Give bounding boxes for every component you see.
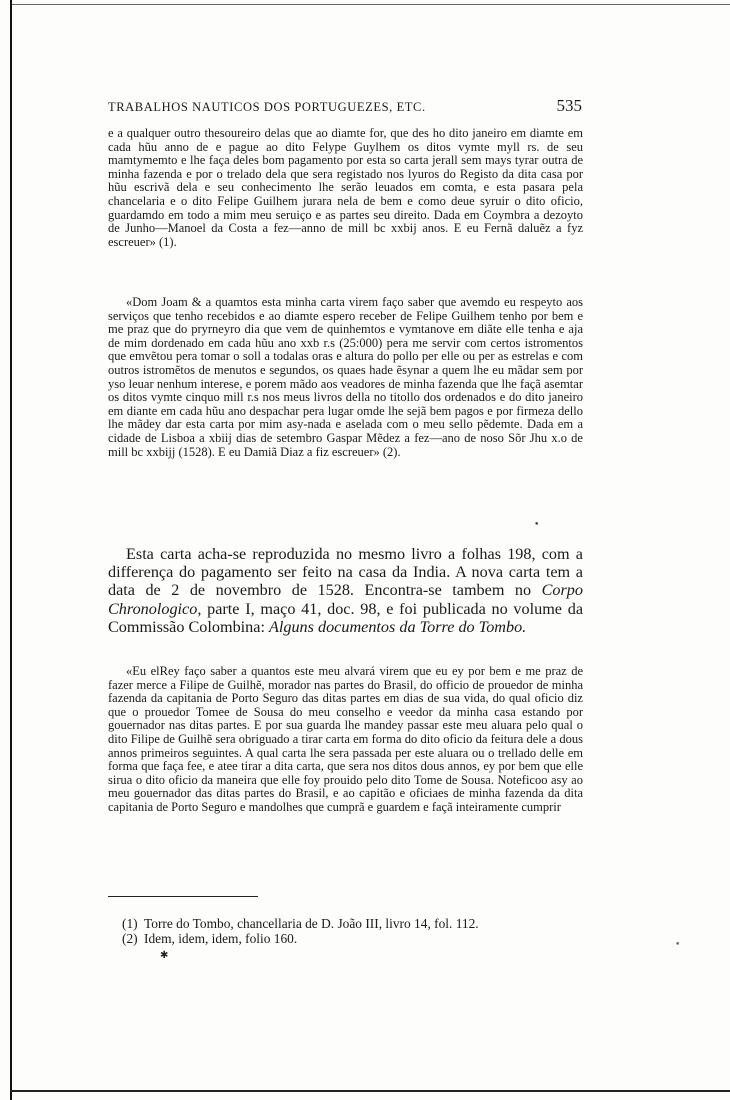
ink-speck-star: ✱ xyxy=(160,950,169,961)
ink-speck: • xyxy=(534,520,540,530)
page-number: 535 xyxy=(556,96,582,115)
footnote-text: Torre do Tombo, chancellaria de D. João III, livro 14, fol. 112. xyxy=(144,916,479,931)
paragraph-3-text-a: Esta carta acha-se reproduzida no mesmo livro a folhas 198, com a differença do pagamento ser feito na casa da India. A nova carta tem a data de 2 de novembro de 1528. Encontra-se tambem no xyxy=(108,545,583,600)
paragraph-4: «Eu elRey faço saber a quantos este meu alvará virem que eu ey por bem e me praz de fazer merce a Filipe de Guilhẽ, morador nas partes do Brasil, do officio de prouedor de minha fazenda da capitania de Porto Seguro das ditas partes em dias de sua vida, do qual oficio diz que o prouedor Tomee de Sousa do meu conselho e veedor da minha casa estando por gouernador nas ditas partes. E por sua guarda lhe mandey passar este meu aluara pelo qual o dito Filipe de Guilhẽ sera obriguado a tirar carta em forma do dito oficio da feitura dele a dous annos primeiros seguintes. A qual carta lhe sera passada per este aluara ou o trellado delle em forma que faça fee, e atee tirar a dita carta, que sera nos ditos dous annos, ey por bem que elle sirua o dito oficio da maneira que elle foy prouido pelo dito Tome de Sousa. Noteficoo asy ao meu gouernador das ditas partes do Brasil, e ao capitão e oficiaes de minha fazenda da dita capitania de Porto Seguro e mandolhes que cumprã e guardem e façã inteiramente cumprir xyxy=(108,664,583,814)
paragraph-1: e a qualquer outro thesoureiro delas que ao diamte for, que des ho dito janeiro em diamte em cada hũu anno de e pague ao dito Felype Guylhem os ditos vymte myll rs. de seu mamtymemto e lhe faça deles bom pagamento por esta so carta jerall sem mays tyrar outra de minha fazenda e por o trelado dela que sera registado nos lyuros do Registo da dita casa por hũu escrivã dela e seu conhecimento lhe serão leuados em comta, e esta pasara pela chancelaria e o dito Felipe Guilhem jurara nela de bem e como deue syruir o dito oficio, guardamdo em todo a mim meu seruiço e as partes seu direito. Dada em Coymbra a dezoyto de Junho—Manoel da Costa a fez—anno de mill bc xxbij anos. E eu Fernã daluẽz a fyz escreuer» (1). xyxy=(108,126,583,249)
running-title: TRABALHOS NAUTICOS DOS PORTUGUEZES, ETC. xyxy=(108,100,426,114)
footnote-text: Idem, idem, idem, folio 160. xyxy=(144,931,298,946)
page-edge-left xyxy=(10,0,12,1100)
ink-speck: • xyxy=(675,940,681,950)
footnote-1 xyxy=(122,916,582,931)
running-header xyxy=(108,96,582,116)
footnote-marker: (1) xyxy=(122,916,138,931)
paragraph-3-text-b: parte I, maço 41, doc. 98, e foi publicada no volume da Commissão Colombina: xyxy=(108,599,583,636)
footnote-rule xyxy=(108,896,258,897)
paragraph-2: «Dom Joam & a quamtos esta minha carta virem faço saber que avemdo eu respeyto aos serviços que tenho recebidos e ao diamte espero receber de Felipe Guilhem tenho por bem e me praz que do pryrneyro dia que vem de quinhemtos e vymtanove em diãte elle tenha e aja de mim dordenado em cada hũu ano xxb r.s (25:000) pera me servir com certos istromentos que emvẽtou pera tomar o soll a todalas oras e altura do pollo per elle ou per as estrelas e com outros istromẽtos de menutos e segundos, os quaes hade ẽsynar a quem lhe eu mãdar sem por yso leuar nenhum interese, e porem mãdo aos veadores de minha fazenda que lhe façã asemtar os ditos vymte cinquo mill r.s nos meus livros della no titollo dos ordenados e do dito janeiro em diante em cada hũu ano despachar pera lugar omde lhe sejã bem pagos e por firmeza dello lhe mãdey dar esta carta por mim asy-nada e aselada com o meu sello pẽdemte. Dada em a cidade de Lisboa a xbiij dias de setembro Gaspar Mẽdez a fez—ano de noso Sõr Jhu x.o de mill bc xxbijj (1528). E eu Damiã Diaz a fiz escreuer» (2). xyxy=(108,295,583,459)
paragraph-3 xyxy=(108,545,583,636)
paragraph-3-italic-alguns: Alguns documentos da Torre do Tombo. xyxy=(268,617,527,636)
page-edge-top xyxy=(10,4,730,5)
footnote-marker: (2) xyxy=(122,931,138,946)
paragraph-3-italic-corpo: Corpo Chronologico, xyxy=(108,581,583,618)
page-edge-bottom xyxy=(10,1090,730,1092)
footnote-2 xyxy=(122,931,582,946)
footnotes xyxy=(122,916,582,946)
